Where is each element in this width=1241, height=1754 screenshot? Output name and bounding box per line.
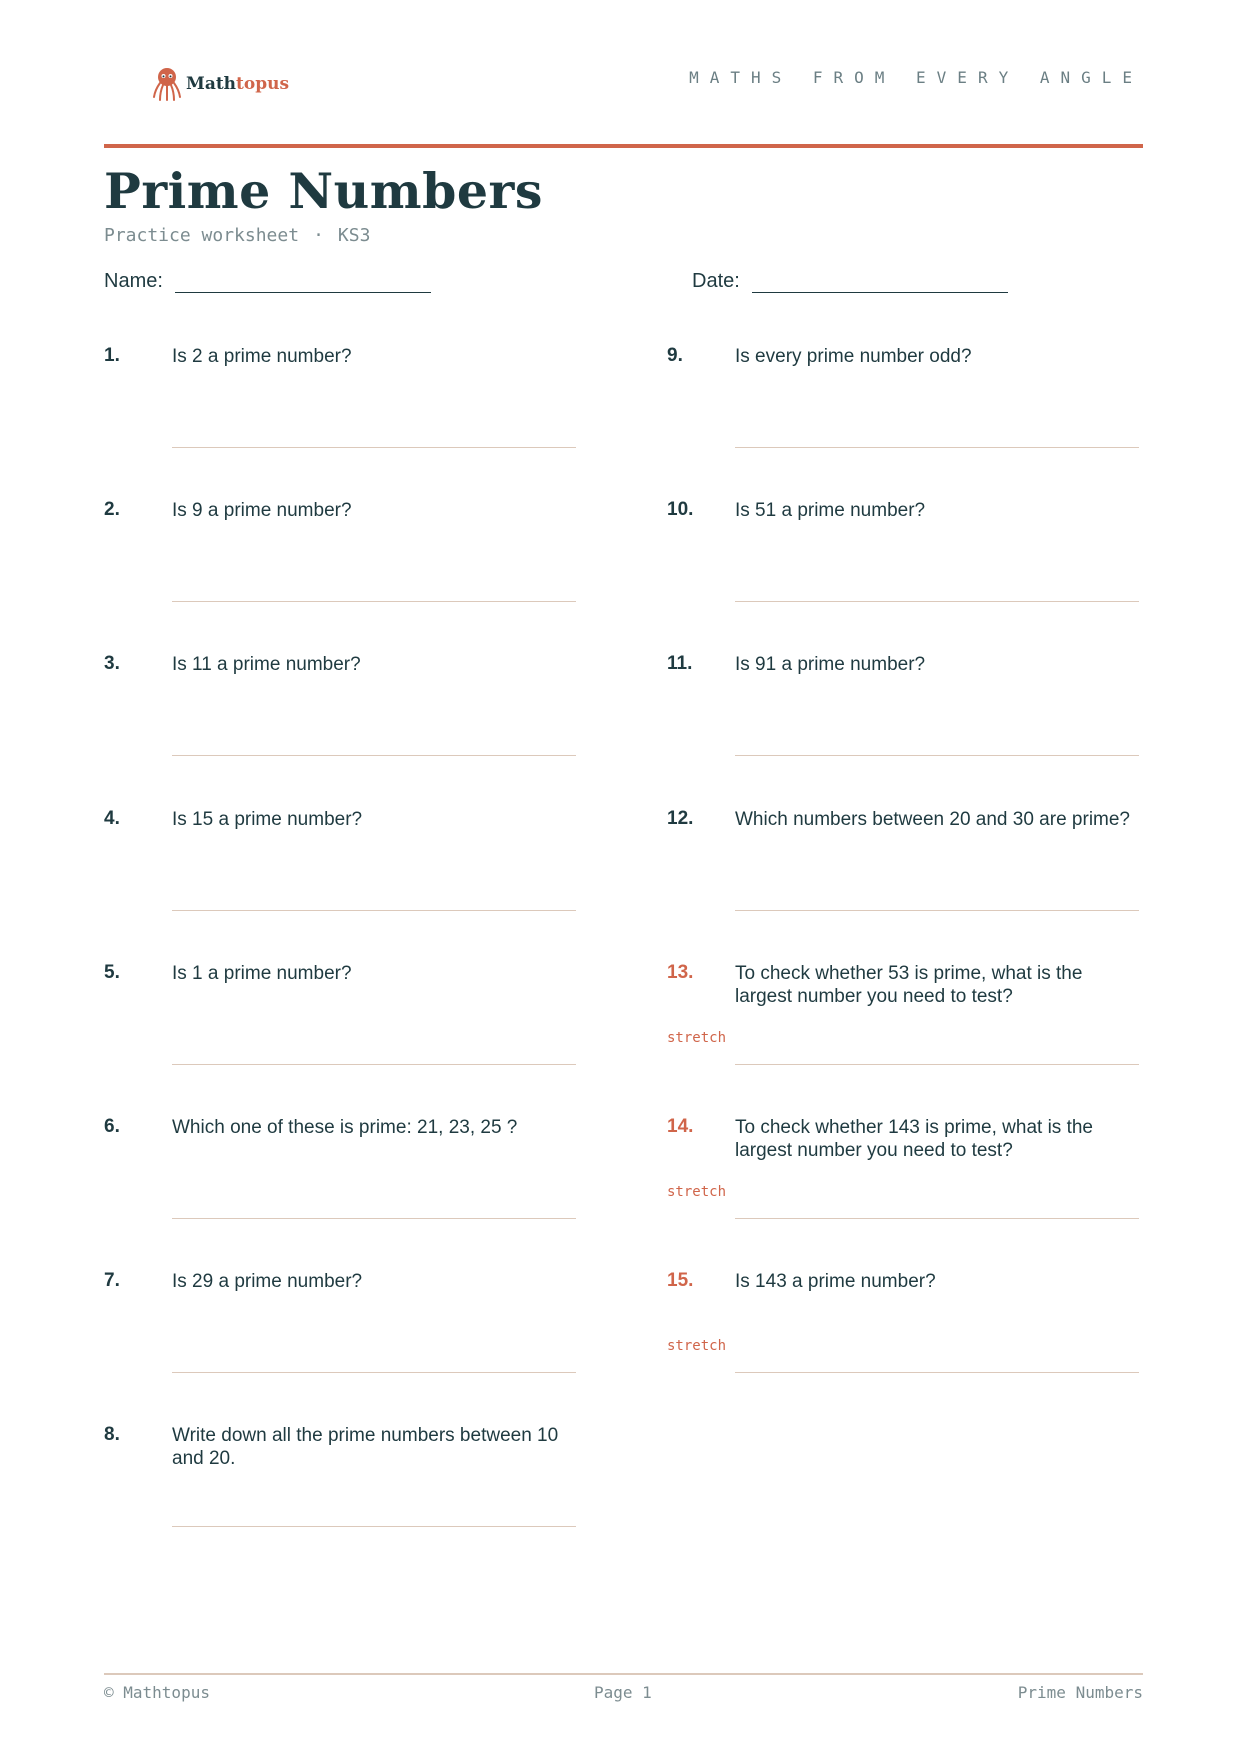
answer-line[interactable] [735, 447, 1139, 448]
question-12 [667, 808, 1187, 958]
tagline: MATHS FROM EVERY ANGLE [689, 68, 1143, 87]
question-1 [104, 345, 624, 495]
question-10 [667, 499, 1187, 649]
question-number: 11. [667, 653, 693, 674]
question-number: 1. [104, 345, 120, 366]
question-text: Is 11 a prime number? [172, 654, 361, 675]
stretch-tag: stretch [667, 1184, 727, 1200]
question-text: Write down all the prime numbers between 10 and 20. [172, 1425, 559, 1469]
question-text: Is 9 a prime number? [172, 500, 352, 521]
date-field [692, 270, 1008, 293]
footer-doc-title: Prime Numbers [1017, 1683, 1143, 1702]
question-number: 5. [104, 962, 120, 983]
header-rule [104, 144, 1143, 148]
answer-line[interactable] [735, 755, 1139, 756]
question-text: Is every prime number odd? [735, 346, 972, 367]
question-14 [667, 1116, 1187, 1266]
answer-line[interactable] [735, 910, 1139, 911]
question-text: Which one of these is prime: 21, 23, 25 ? [172, 1117, 518, 1138]
question-text: Is 143 a prime number? [735, 1271, 936, 1292]
question-2 [104, 499, 624, 649]
answer-line[interactable] [172, 447, 576, 448]
question-number: 8. [104, 1424, 120, 1445]
question-6 [104, 1116, 624, 1266]
question-text: Is 15 a prime number? [172, 809, 363, 830]
question-3 [104, 653, 624, 803]
stretch-tag: stretch [667, 1338, 727, 1354]
question-11 [667, 653, 1187, 803]
question-number: 3. [104, 653, 120, 674]
question-text: Is 51 a prime number? [735, 500, 926, 521]
answer-line[interactable] [735, 1372, 1139, 1373]
question-number: 15. [667, 1270, 694, 1291]
footer-rule [104, 1673, 1143, 1675]
question-text: Which numbers between 20 and 30 are prime? [735, 809, 1131, 830]
question-text: Is 1 a prime number? [172, 963, 352, 984]
page-title: Prime Numbers [104, 162, 543, 220]
answer-line[interactable] [735, 1218, 1139, 1219]
brand-name: Mathtopus [186, 74, 290, 94]
footer-copyright: © Mathtopus [104, 1683, 210, 1702]
question-number: 9. [667, 345, 683, 366]
question-number: 7. [104, 1270, 120, 1291]
question-text: Is 29 a prime number? [172, 1271, 363, 1292]
question-text: To check whether 143 is prime, what is the largest number you need to test? [735, 1117, 1094, 1161]
brand-logo [152, 66, 289, 102]
answer-line[interactable] [172, 1526, 576, 1527]
name-field [104, 270, 431, 293]
question-number: 4. [104, 808, 120, 829]
question-number: 10. [667, 499, 694, 520]
subtitle-separator: · [313, 225, 324, 246]
answer-line[interactable] [735, 601, 1139, 602]
date-blank[interactable] [752, 270, 1008, 293]
stretch-tag: stretch [667, 1030, 727, 1046]
worksheet-kind: Practice worksheet [104, 225, 300, 246]
question-text: Is 91 a prime number? [735, 654, 926, 675]
answer-line[interactable] [172, 910, 576, 911]
question-number: 12. [667, 808, 694, 829]
answer-line[interactable] [735, 1064, 1139, 1065]
question-7 [104, 1270, 624, 1420]
answer-line[interactable] [172, 1064, 576, 1065]
question-9 [667, 345, 1187, 495]
question-number: 2. [104, 499, 120, 520]
answer-line[interactable] [172, 755, 576, 756]
question-number: 14. [667, 1116, 694, 1137]
question-text: Is 2 a prime number? [172, 346, 352, 367]
answer-line[interactable] [172, 601, 576, 602]
answer-line[interactable] [172, 1218, 576, 1219]
question-15 [667, 1270, 1187, 1420]
question-text: To check whether 53 is prime, what is the largest number you need to test? [735, 963, 1083, 1007]
name-blank[interactable] [175, 270, 431, 293]
key-stage: KS3 [337, 225, 371, 246]
question-number: 13. [667, 962, 694, 983]
footer-page-number: Page 1 [594, 1683, 652, 1702]
octopus-icon [152, 66, 182, 102]
question-number: 6. [104, 1116, 120, 1137]
date-label: Date: [692, 270, 740, 292]
answer-line[interactable] [172, 1372, 576, 1373]
question-4 [104, 808, 624, 958]
question-13 [667, 962, 1187, 1112]
name-label: Name: [104, 270, 163, 292]
question-8 [104, 1424, 624, 1574]
question-5 [104, 962, 624, 1112]
subtitle [104, 225, 370, 246]
